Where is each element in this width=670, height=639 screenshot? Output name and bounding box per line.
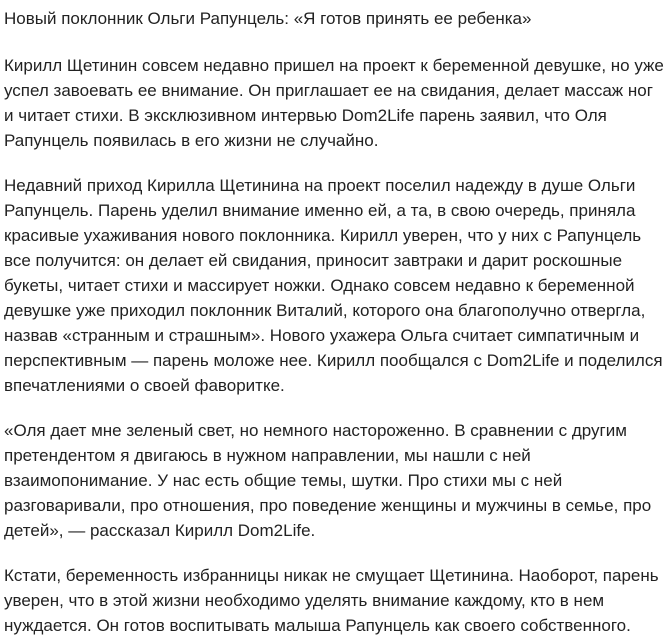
article-title: Новый поклонник Ольги Рапунцель: «Я готов принять ее ребенка»: [4, 9, 532, 28]
article: [4, 0, 666, 638]
article-paragraph-1: Кирилл Щетинин совсем недавно пришел на проект к беременной девушке, но уже успел завоевать ее внимание. Он приглашает ее на свидания, делает массаж ног и читает стихи. В эксклюзивном интервью Dom2Life парень заявил, что Оля Рапунцель появилась в его жизни не случайно.: [4, 56, 664, 150]
article-paragraph-3: «Оля дает мне зеленый свет, но немного настороженно. В сравнении с другим претендентом я двигаюсь в нужном направлении, мы нашли с ней взаимопонимание. У нас есть общие темы, шутки. Про стихи мы с ней разговаривали, про отношения, про поведение женщины и мужчины в семье, про детей», — рассказал Кирилл Dom2Life.: [4, 421, 652, 540]
article-paragraph-2: Недавний приход Кирилла Щетинина на проект поселил надежду в душе Ольги Рапунцель. Парень уделил внимание именно ей, а та, в свою очередь, приняла красивые ухаживания нового поклонника. Кирилл уверен, что у них с Рапунцель все получится: он делает ей свидания, приносит завтраки и дарит роскошные букеты, читает стихи и массирует ножки. Однако совсем недавно к беременной девушке уже приходил поклонник Виталий, которого она благополучно отвергла, назвав «странным и страшным». Нового ухажера Ольга считает симпатичным и перспективным — парень моложе нее. Кирилл пообщался с Dom2Life и поделился впечатлениями о своей фаворитке.: [4, 176, 663, 395]
article-paragraph-4: Кстати, беременность избранницы никак не смущает Щетинина. Наоборот, парень уверен, что в этой жизни необходимо уделять внимание каждому, кто в нем нуждается. Он готов воспитывать малыша Рапунцель как своего собственного.: [4, 566, 659, 635]
